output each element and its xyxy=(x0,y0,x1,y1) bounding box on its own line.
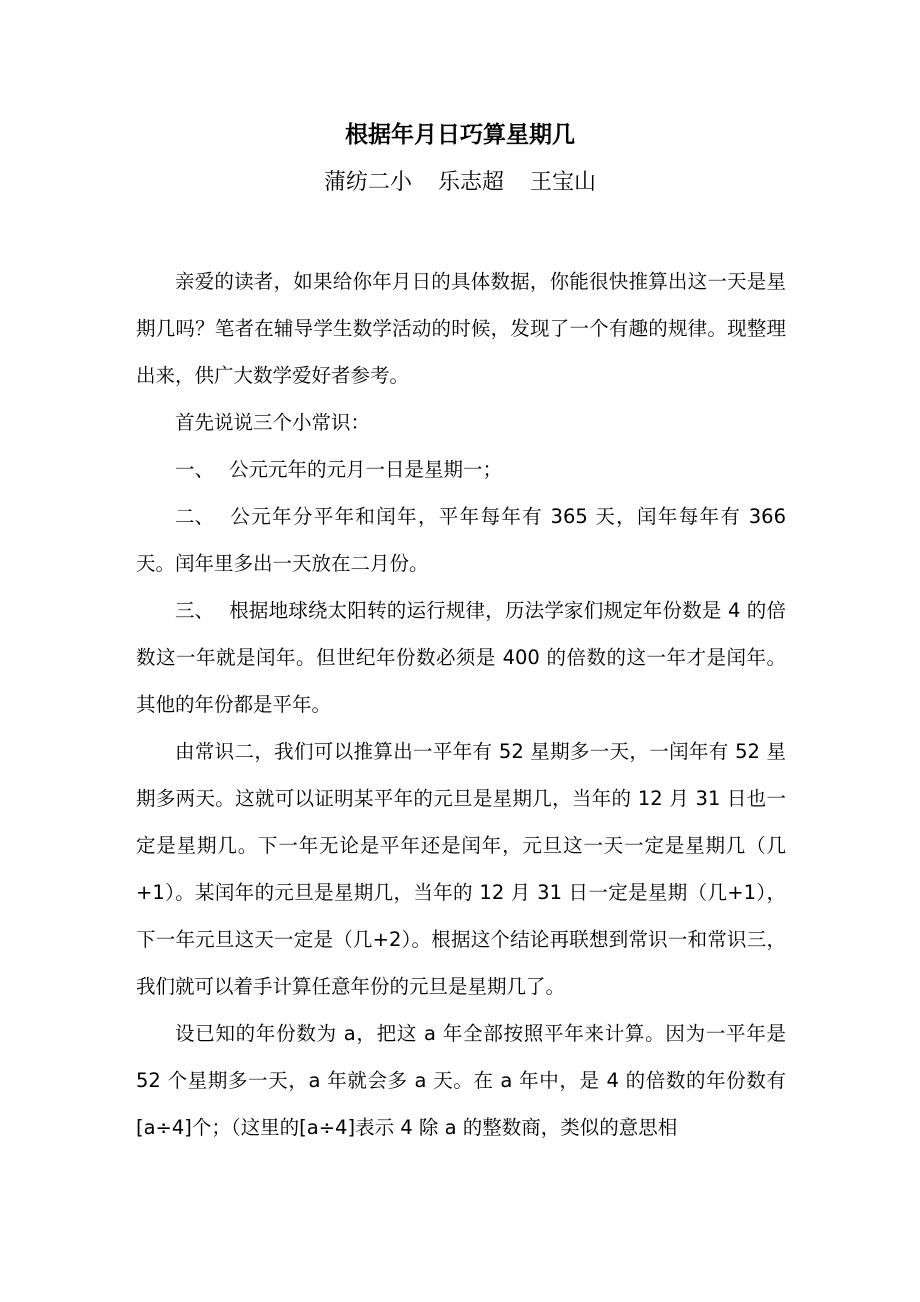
list-item-2 xyxy=(136,493,786,587)
list-item-3-number: 三、 xyxy=(175,599,215,622)
list-item-1 xyxy=(136,446,786,493)
list-item-2-text: 公元年分平年和闰年，平年每年有 365 天，闰年每年有 366 天。闰年里多出一天放在二月份。 xyxy=(136,505,786,575)
list-item-1-number: 一、 xyxy=(175,458,215,481)
document-title: 根据年月日巧算星期几 xyxy=(345,122,575,148)
paragraph-intro: 亲爱的读者，如果给你年月日的具体数据，你能很快推算出这一天是星期几吗？笔者在辅导学生数学活动的时候，发现了一个有趣的规律。现整理出来，供广大数学爱好者参考。 xyxy=(136,270,786,387)
list-item-3 xyxy=(136,587,786,728)
paragraph-reasoning: 由常识二，我们可以推算出一平年有 52 星期多一天，一闰年有 52 星期多两天。这就可以证明某平年的元旦是星期几，当年的 12 月 31 日也一定是星期几。下一年无论是平年还是闰年，元旦这一天一定是星期几（几+1）。某闰年的元旦是星期几，当年的 12 月 31 日一定是星期（几+1），下一年元旦这天一定是（几+2）。根据这个结论再联想到常识一和常识三，我们就可以着手计算任意年份的元旦是星期几了。 xyxy=(136,740,786,998)
paragraph-calculation: 设已知的年份数为 a，把这 a 年全部按照平年来计算。因为一平年是 52 个星期多一天，a 年就会多 a 天。在 a 年中，是 4 的倍数的年份数有[a÷4]个；（这里的[a÷4]表示 4 除 a 的整数商，类似的意思相 xyxy=(136,1022,786,1139)
author-line xyxy=(0,166,920,200)
article-body xyxy=(136,258,786,1151)
paragraph-common-sense-heading: 首先说说三个小常识： xyxy=(175,411,371,434)
list-item-1-text: 公元元年的元月一日是星期一； xyxy=(229,458,503,481)
list-item-3-text: 根据地球绕太阳转的运行规律，历法学家们规定年份数是 4 的倍数这一年就是闰年。但世纪年份数必须是 400 的倍数的这一年才是闰年。其他的年份都是平年。 xyxy=(136,599,786,716)
author-name-1: 乐志超 xyxy=(437,170,504,195)
author-school: 蒲纺二小 xyxy=(323,170,412,195)
list-item-2-number: 二、 xyxy=(175,505,215,528)
author-name-2: 王宝山 xyxy=(530,170,597,195)
